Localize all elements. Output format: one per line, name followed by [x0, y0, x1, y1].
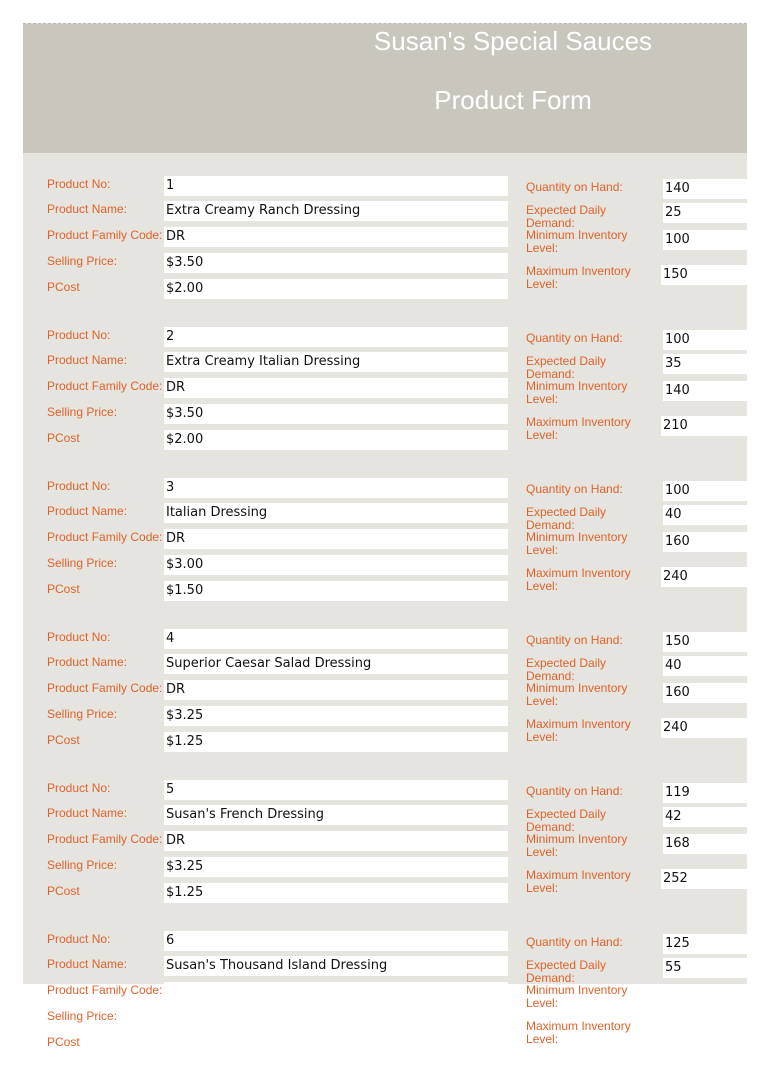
selling-price-label: Selling Price:: [47, 1009, 118, 1023]
product-name-field[interactable]: Susan's French Dressing: [164, 805, 508, 825]
min-inventory-label: Minimum Inventory Level:: [526, 681, 628, 708]
family-code-label: Product Family Code:: [47, 228, 163, 242]
max-inventory-field[interactable]: [661, 1020, 747, 1040]
daily-demand-field[interactable]: 40: [663, 656, 749, 676]
qty-on-hand-label: Quantity on Hand:: [526, 935, 623, 949]
product-name-label: Product Name:: [47, 655, 128, 669]
min-inventory-field[interactable]: 160: [663, 683, 749, 703]
pcost-field[interactable]: $1.25: [164, 732, 508, 752]
form-title: Product Form: [434, 85, 592, 115]
product-record: [23, 629, 747, 780]
company-title: Susan's Special Sauces: [373, 26, 653, 56]
qty-on-hand-label: Quantity on Hand:: [526, 331, 623, 345]
max-inventory-field[interactable]: 240: [661, 718, 747, 738]
product-name-label: Product Name:: [47, 806, 128, 820]
product-name-label: Product Name:: [47, 957, 128, 971]
product-no-field[interactable]: 3: [164, 478, 508, 498]
product-no-field[interactable]: 5: [164, 780, 508, 800]
pcost-field[interactable]: $1.50: [164, 581, 508, 601]
qty-on-hand-field[interactable]: 119: [663, 783, 749, 803]
product-name-field[interactable]: Superior Caesar Salad Dressing: [164, 654, 508, 674]
daily-demand-label: Expected Daily Demand:: [526, 958, 607, 985]
selling-price-label: Selling Price:: [47, 405, 118, 419]
product-no-label: Product No:: [47, 781, 111, 795]
daily-demand-field[interactable]: 35: [663, 354, 749, 374]
qty-on-hand-field[interactable]: 100: [663, 330, 749, 350]
family-code-label: Product Family Code:: [47, 530, 163, 544]
max-inventory-label: Maximum Inventory Level:: [526, 566, 631, 593]
daily-demand-label: Expected Daily Demand:: [526, 656, 607, 683]
max-inventory-field[interactable]: 252: [661, 869, 747, 889]
pcost-label: PCost: [47, 1035, 80, 1049]
pcost-label: PCost: [47, 884, 80, 898]
qty-on-hand-label: Quantity on Hand:: [526, 784, 623, 798]
product-no-field[interactable]: 1: [164, 176, 508, 196]
family-code-label: Product Family Code:: [47, 681, 163, 695]
product-no-label: Product No:: [47, 932, 111, 946]
daily-demand-label: Expected Daily Demand:: [526, 203, 607, 230]
product-no-field[interactable]: 4: [164, 629, 508, 649]
selling-price-label: Selling Price:: [47, 858, 118, 872]
qty-on-hand-field[interactable]: 150: [663, 632, 749, 652]
max-inventory-label: Maximum Inventory Level:: [526, 415, 631, 442]
max-inventory-label: Maximum Inventory Level:: [526, 868, 631, 895]
product-record: [23, 780, 747, 931]
product-no-field[interactable]: 2: [164, 327, 508, 347]
family-code-field[interactable]: DR: [164, 378, 508, 398]
product-no-field[interactable]: 6: [164, 931, 508, 951]
daily-demand-field[interactable]: 42: [663, 807, 749, 827]
daily-demand-label: Expected Daily Demand:: [526, 354, 607, 381]
pcost-label: PCost: [47, 582, 80, 596]
max-inventory-field[interactable]: 150: [661, 265, 747, 285]
pcost-field[interactable]: [164, 1034, 508, 1054]
pcost-field[interactable]: $1.25: [164, 883, 508, 903]
min-inventory-label: Minimum Inventory Level:: [526, 832, 628, 859]
min-inventory-field[interactable]: 168: [663, 834, 749, 854]
family-code-field[interactable]: [164, 982, 508, 1002]
min-inventory-field[interactable]: 100: [663, 230, 749, 250]
max-inventory-field[interactable]: 240: [661, 567, 747, 587]
product-form: [23, 23, 747, 1049]
pcost-label: PCost: [47, 280, 80, 294]
selling-price-field[interactable]: $3.00: [164, 555, 508, 575]
selling-price-label: Selling Price:: [47, 707, 118, 721]
pcost-field[interactable]: $2.00: [164, 430, 508, 450]
qty-on-hand-label: Quantity on Hand:: [526, 633, 623, 647]
qty-on-hand-field[interactable]: 140: [663, 179, 749, 199]
product-record: [23, 931, 747, 1082]
product-no-label: Product No:: [47, 328, 111, 342]
product-name-label: Product Name:: [47, 353, 128, 367]
selling-price-field[interactable]: $3.50: [164, 404, 508, 424]
product-no-label: Product No:: [47, 177, 111, 191]
family-code-label: Product Family Code:: [47, 379, 163, 393]
max-inventory-label: Maximum Inventory Level:: [526, 1019, 631, 1046]
family-code-label: Product Family Code:: [47, 832, 163, 846]
product-name-label: Product Name:: [47, 504, 128, 518]
daily-demand-field[interactable]: 40: [663, 505, 749, 525]
daily-demand-field[interactable]: 25: [663, 203, 749, 223]
family-code-field[interactable]: DR: [164, 831, 508, 851]
selling-price-field[interactable]: $3.25: [164, 706, 508, 726]
pcost-label: PCost: [47, 733, 80, 747]
product-name-field[interactable]: Italian Dressing: [164, 503, 508, 523]
min-inventory-label: Minimum Inventory Level:: [526, 379, 628, 406]
family-code-field[interactable]: DR: [164, 680, 508, 700]
qty-on-hand-label: Quantity on Hand:: [526, 482, 623, 496]
product-no-label: Product No:: [47, 479, 111, 493]
qty-on-hand-field[interactable]: 125: [663, 934, 749, 954]
selling-price-field[interactable]: $3.25: [164, 857, 508, 877]
product-record: [23, 327, 747, 478]
min-inventory-field[interactable]: 160: [663, 532, 749, 552]
daily-demand-label: Expected Daily Demand:: [526, 505, 607, 532]
product-name-field[interactable]: Extra Creamy Ranch Dressing: [164, 201, 508, 221]
pcost-label: PCost: [47, 431, 80, 445]
min-inventory-field[interactable]: 140: [663, 381, 749, 401]
product-record: [23, 176, 747, 327]
qty-on-hand-field[interactable]: 100: [663, 481, 749, 501]
family-code-field[interactable]: DR: [164, 227, 508, 247]
product-no-label: Product No:: [47, 630, 111, 644]
qty-on-hand-label: Quantity on Hand:: [526, 180, 623, 194]
min-inventory-field[interactable]: [663, 985, 749, 1005]
min-inventory-label: Minimum Inventory Level:: [526, 530, 628, 557]
form-header: [23, 24, 747, 153]
min-inventory-label: Minimum Inventory Level:: [526, 983, 628, 1010]
product-record: [23, 478, 747, 629]
daily-demand-field[interactable]: 55: [663, 958, 749, 978]
product-name-field[interactable]: Extra Creamy Italian Dressing: [164, 352, 508, 372]
selling-price-label: Selling Price:: [47, 254, 118, 268]
product-name-field[interactable]: Susan's Thousand Island Dressing: [164, 956, 508, 976]
max-inventory-label: Maximum Inventory Level:: [526, 264, 631, 291]
selling-price-field[interactable]: [164, 1008, 508, 1028]
product-name-label: Product Name:: [47, 202, 128, 216]
daily-demand-label: Expected Daily Demand:: [526, 807, 607, 834]
pcost-field[interactable]: $2.00: [164, 279, 508, 299]
family-code-label: Product Family Code:: [47, 983, 163, 997]
selling-price-field[interactable]: $3.50: [164, 253, 508, 273]
max-inventory-label: Maximum Inventory Level:: [526, 717, 631, 744]
selling-price-label: Selling Price:: [47, 556, 118, 570]
max-inventory-field[interactable]: 210: [661, 416, 747, 436]
family-code-field[interactable]: DR: [164, 529, 508, 549]
min-inventory-label: Minimum Inventory Level:: [526, 228, 628, 255]
